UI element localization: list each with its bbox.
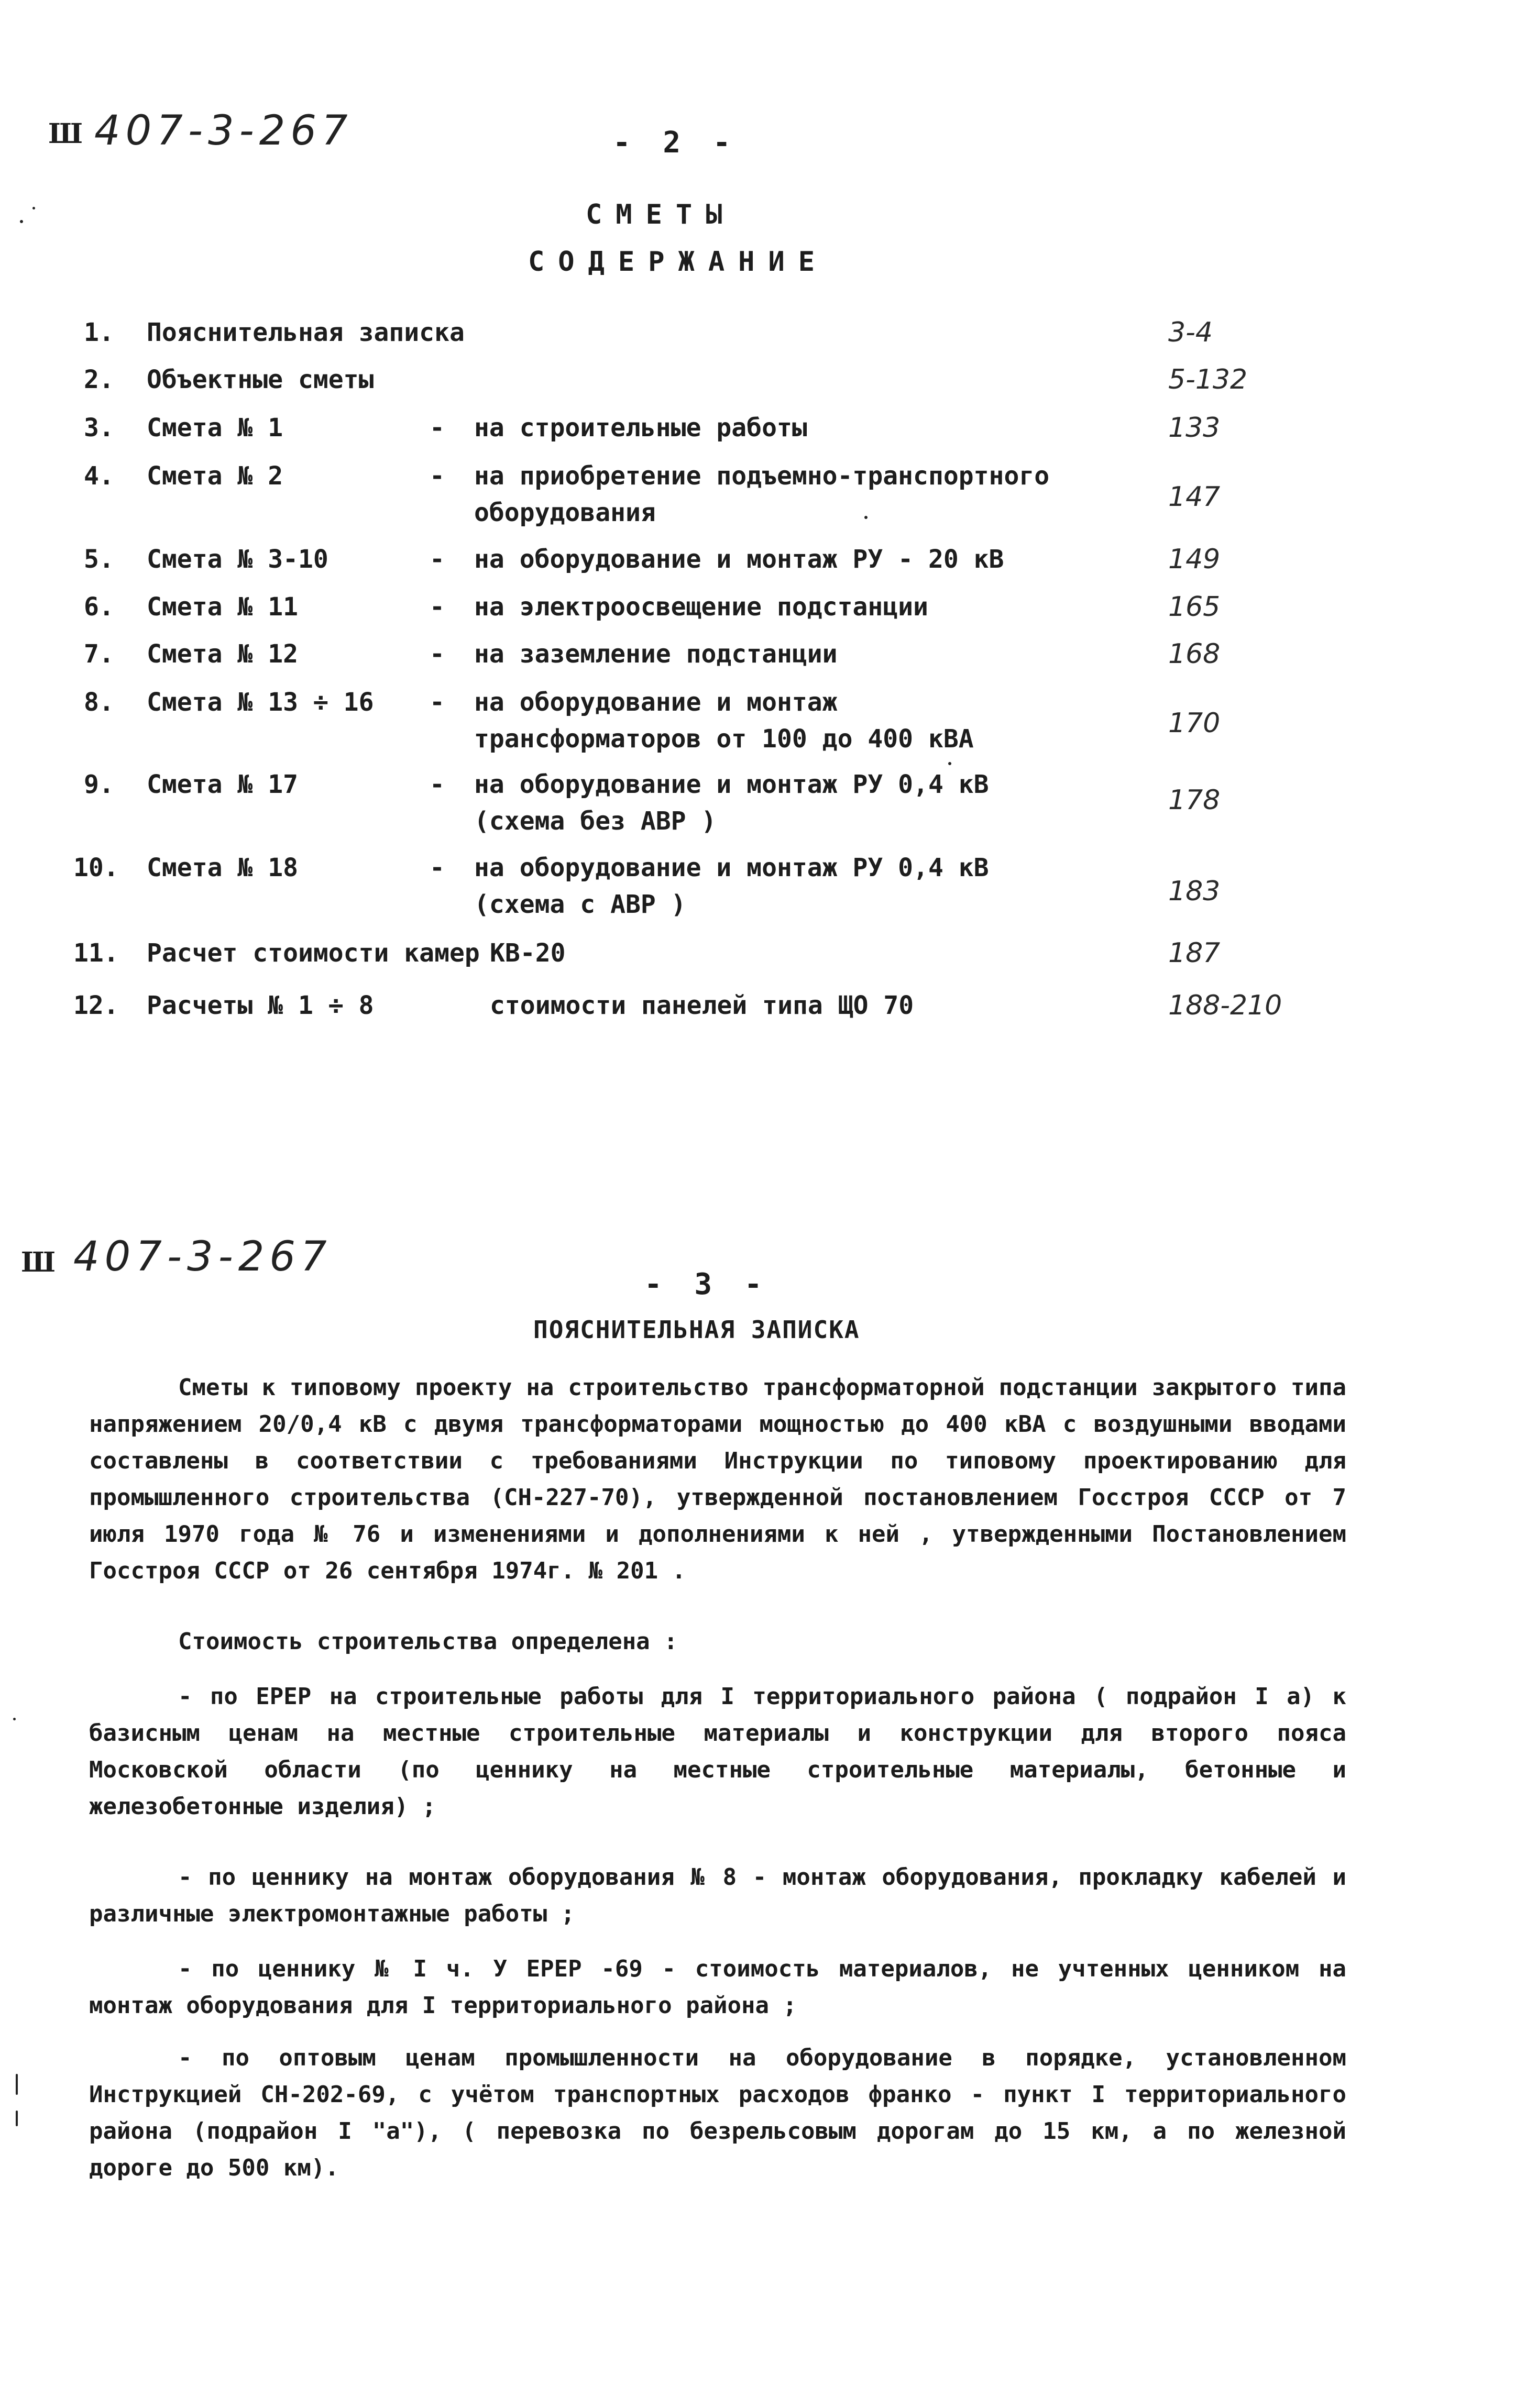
toc-name: Расчет стоимости камер [147,938,480,968]
toc-desc: на электроосвещение подстанции [474,592,928,622]
toc-num: 5. [84,545,114,574]
toc-name: Смета № 18 [147,853,298,882]
page-subtitle: СОДЕРЖАНИЕ [528,246,829,278]
toc-dash: - [430,853,445,882]
toc-name: Смета № 13 ÷ 16 [147,688,374,717]
toc-page: 165 [1168,591,1221,623]
page-number: - 3 - [644,1267,770,1301]
toc-num: 11. [73,938,119,968]
toc-name: Смета № 17 [147,770,298,799]
toc-desc: стоимости панелей типа ЩО 70 [490,991,914,1020]
toc-name: Смета № 11 [147,592,298,622]
toc-page: 3-4 [1168,317,1213,348]
toc-name: Объектные сметы [147,365,374,394]
toc-page: 188-210 [1168,990,1282,1021]
toc-name: Расчеты № 1 ÷ 8 [147,991,374,1020]
toc-desc: на оборудование и монтаж трансформаторов от 100 до 400 кВА [474,688,974,754]
paragraph: - по оптовым ценам промышленности на оборудование в порядке, установленном Инструкцией СН-202-69, с учётом транспортных расходов франко - пункт I территориального района (подрайон I "а"), ( перевозка по безрельсовым дорогам до 15 км, а по железной дороге до 500 км). [89,2045,1346,2181]
doc-mark: Ш [21,1246,56,1278]
paragraph: Сметы к типовому проекту на строительство трансформаторной подстанции закрытого типа напряжением 20/0,4 кВ с двумя трансформаторами мощностью до 400 кВА с воздушными вводами составлены в соответствии с требованиями Инструкции по типовому проектированию для промышленного строительства (СН-227-70), утвержденной постановлением Госстроя СССР от 7 июля 1970 года № 76 и изменениями и дополнениями к ней , утвержденными Постановлением Госстроя СССР от 26 сентября 1974г. № 201 . [89,1374,1346,1584]
page-title: СМЕТЫ [586,199,736,230]
paragraph: - по ценнику № I ч. У ЕРЕР -69 - стоимость материалов, не учтенных ценником на монтаж оборудования для I территориального района ; [89,1956,1346,2019]
toc-desc: на приобретение подъемно-транспортного оборудования [474,461,1050,527]
page-title: ПОЯСНИТЕЛЬНАЯ ЗАПИСКА [533,1316,860,1344]
toc-dash: - [430,688,445,717]
scan-speck [20,220,23,223]
page-number: - 2 - [613,126,738,160]
toc-dash: - [430,461,445,491]
paragraph: - по ценнику на монтаж оборудования № 8 - монтаж оборудования, прокладку кабелей и различные электромонтажные работы ; [89,1864,1346,1927]
toc-dash: - [430,413,445,443]
toc-page: 178 [1168,785,1221,816]
paragraph: - по ЕРЕР на строительные работы для I территориального района ( подрайон I а) к базисным ценам на местные строительные материалы и конструкции для второго пояса Московской области (по ценнику на местные строительные материалы, бетонные и железобетонные изделия) ; [89,1683,1346,1820]
doc-mark: Ш [48,118,83,150]
toc-page: 133 [1168,412,1221,444]
toc-desc: на оборудование и монтаж РУ 0,4 кВ (схема без АВР ) [474,770,989,836]
toc-page: 168 [1168,638,1221,670]
toc-dash: - [430,770,445,799]
toc-page: 183 [1168,876,1221,907]
toc-num: 4. [84,461,114,491]
toc-name: Смета № 3-10 [147,545,328,574]
toc-num: 12. [73,991,119,1020]
toc-num: 7. [84,639,114,669]
doc-code-handwritten: 407-3-267 [94,107,353,154]
toc-page: 147 [1168,481,1221,513]
toc-page: 170 [1168,708,1221,739]
scan-speck [864,516,868,519]
toc-dash: - [430,592,445,622]
toc-num: 10. [73,853,119,882]
toc-page: 149 [1168,544,1221,575]
doc-code-handwritten: 407-3-267 [73,1233,332,1280]
scan-speck [16,2111,18,2126]
toc-num: 9. [84,770,114,799]
toc-desc: на строительные работы [474,413,807,443]
toc-num: 8. [84,688,114,717]
toc-desc: на оборудование и монтаж РУ - 20 кВ [474,545,1004,574]
scan-speck [16,2074,18,2095]
toc-num: 1. [84,318,114,347]
toc-desc: на оборудование и монтаж РУ 0,4 кВ (схема с АВР ) [474,853,989,919]
scan-speck [32,207,35,209]
scan-speck [948,762,951,765]
toc-num: 2. [84,365,114,394]
toc-page: 5-132 [1168,364,1248,395]
toc-num: 3. [84,413,114,443]
toc-desc: на заземление подстанции [474,639,838,669]
toc-dash: - [430,639,445,669]
toc-name: Смета № 12 [147,639,298,669]
toc-num: 6. [84,592,114,622]
toc-page: 187 [1168,937,1221,969]
scan-speck [13,1718,16,1720]
toc-desc: КВ-20 [490,938,566,968]
paragraph: Стоимость строительства определена : [178,1628,678,1655]
toc-name: Смета № 2 [147,461,283,491]
toc-name: Пояснительная записка [147,318,465,347]
toc-dash: - [430,545,445,574]
toc-name: Смета № 1 [147,413,283,443]
